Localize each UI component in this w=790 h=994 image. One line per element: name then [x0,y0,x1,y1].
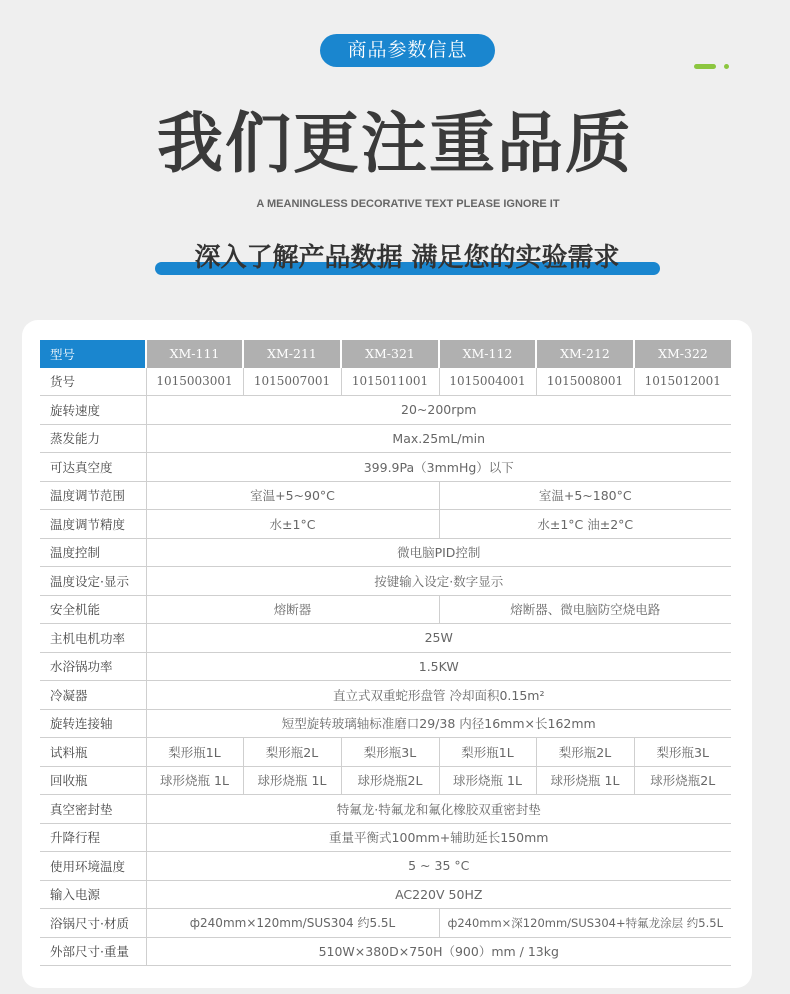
table-cell: 室温+5~180°C [439,481,731,510]
row-label: 外部尺寸·重量 [40,937,146,966]
table-row [40,538,731,567]
table-cell: 1015012001 [634,368,731,396]
table-cell: 梨形瓶1L [439,738,536,767]
table-cell: 1015011001 [341,368,439,396]
model-cell: XM-212 [536,340,634,368]
row-label: 蒸发能力 [40,424,146,453]
decorative-dash [694,64,716,69]
model-cell: XM-111 [146,340,243,368]
table-cell: 20~200rpm [146,396,731,425]
row-label: 冷凝器 [40,681,146,710]
row-label: 可达真空度 [40,453,146,482]
model-cell: XM-112 [439,340,536,368]
table-cell: 1015004001 [439,368,536,396]
model-cell: XM-211 [243,340,341,368]
row-label: 温度设定·显示 [40,567,146,596]
decorative-subtitle: A MEANINGLESS DECORATIVE TEXT PLEASE IGNORE IT [256,198,560,210]
row-label: 货号 [40,368,146,396]
row-label: 浴锅尺寸·材质 [40,909,146,938]
row-label: 旋转速度 [40,396,146,425]
table-cell: 1.5KW [146,652,731,681]
table-row [40,481,731,510]
decorative-dot [724,64,729,69]
table-cell: 按键输入设定·数字显示 [146,567,731,596]
row-label: 安全机能 [40,595,146,624]
table-cell: 球形烧瓶 1L [439,766,536,795]
spec-table [40,340,731,966]
table-cell: 球形烧瓶2L [634,766,731,795]
table-row [40,880,731,909]
table-row [40,852,731,881]
row-label: 使用环境温度 [40,852,146,881]
table-row [40,396,731,425]
table-cell: ф240mm×深120mm/SUS304+特氟龙涂层 约5.5L [439,909,731,938]
table-row [40,766,731,795]
page-title: 我们更注重品质 [157,105,633,182]
table-cell: 熔断器 [146,595,439,624]
table-row [40,823,731,852]
table-cell: 1015008001 [536,368,634,396]
table-cell: 微电脑PID控制 [146,538,731,567]
table-cell: 1015007001 [243,368,341,396]
row-label: 输入电源 [40,880,146,909]
table-row [40,652,731,681]
table-cell: 25W [146,624,731,653]
table-cell: AC220V 50HZ [146,880,731,909]
table-row [40,368,731,396]
table-row [40,937,731,966]
table-cell: 水±1°C [146,510,439,539]
table-cell: Max.25mL/min [146,424,731,453]
table-cell: 399.9Pa（3mmHg）以下 [146,453,731,482]
table-cell: 1015003001 [146,368,243,396]
model-cell: XM-322 [634,340,731,368]
table-cell: 熔断器、微电脑防空烧电路 [439,595,731,624]
table-cell: 球形烧瓶 1L [243,766,341,795]
table-header-row [40,340,731,368]
section-badge: 商品参数信息 [320,34,495,67]
table-cell: ф240mm×120mm/SUS304 约5.5L [146,909,439,938]
slogan: 深入了解产品数据 满足您的实验需求 [194,243,620,273]
row-label: 回收瓶 [40,766,146,795]
row-label: 主机电机功率 [40,624,146,653]
row-label: 升降行程 [40,823,146,852]
row-label: 真空密封垫 [40,795,146,824]
table-cell: 梨形瓶2L [536,738,634,767]
table-cell: 室温+5~90°C [146,481,439,510]
table-cell: 梨形瓶3L [341,738,439,767]
table-row [40,709,731,738]
table-cell: 梨形瓶1L [146,738,243,767]
row-label: 旋转连接轴 [40,709,146,738]
table-row [40,681,731,710]
row-label: 水浴锅功率 [40,652,146,681]
table-row [40,453,731,482]
table-cell: 球形烧瓶 1L [536,766,634,795]
table-cell: 特氟龙·特氟龙和氟化橡胶双重密封垫 [146,795,731,824]
table-cell: 5 ~ 35 °C [146,852,731,881]
table-cell: 球形烧瓶 1L [146,766,243,795]
header-label: 型号 [40,340,146,368]
table-row [40,738,731,767]
row-label: 试料瓶 [40,738,146,767]
table-row [40,795,731,824]
table-cell: 短型旋转玻璃轴标准磨口29/38 内径16mm×长162mm [146,709,731,738]
table-row [40,510,731,539]
table-row [40,624,731,653]
row-label: 温度调节范围 [40,481,146,510]
table-cell: 重量平衡式100mm+辅助延长150mm [146,823,731,852]
table-row [40,595,731,624]
table-cell: 水±1°C 油±2°C [439,510,731,539]
row-label: 温度控制 [40,538,146,567]
table-row [40,567,731,596]
row-label: 温度调节精度 [40,510,146,539]
table-row [40,424,731,453]
table-cell: 梨形瓶2L [243,738,341,767]
table-cell: 球形烧瓶2L [341,766,439,795]
model-cell: XM-321 [341,340,439,368]
table-cell: 梨形瓶3L [634,738,731,767]
table-cell: 510W×380D×750H（900）mm / 13kg [146,937,731,966]
table-row [40,909,731,938]
table-cell: 直立式双重蛇形盘管 冷却面积0.15m² [146,681,731,710]
